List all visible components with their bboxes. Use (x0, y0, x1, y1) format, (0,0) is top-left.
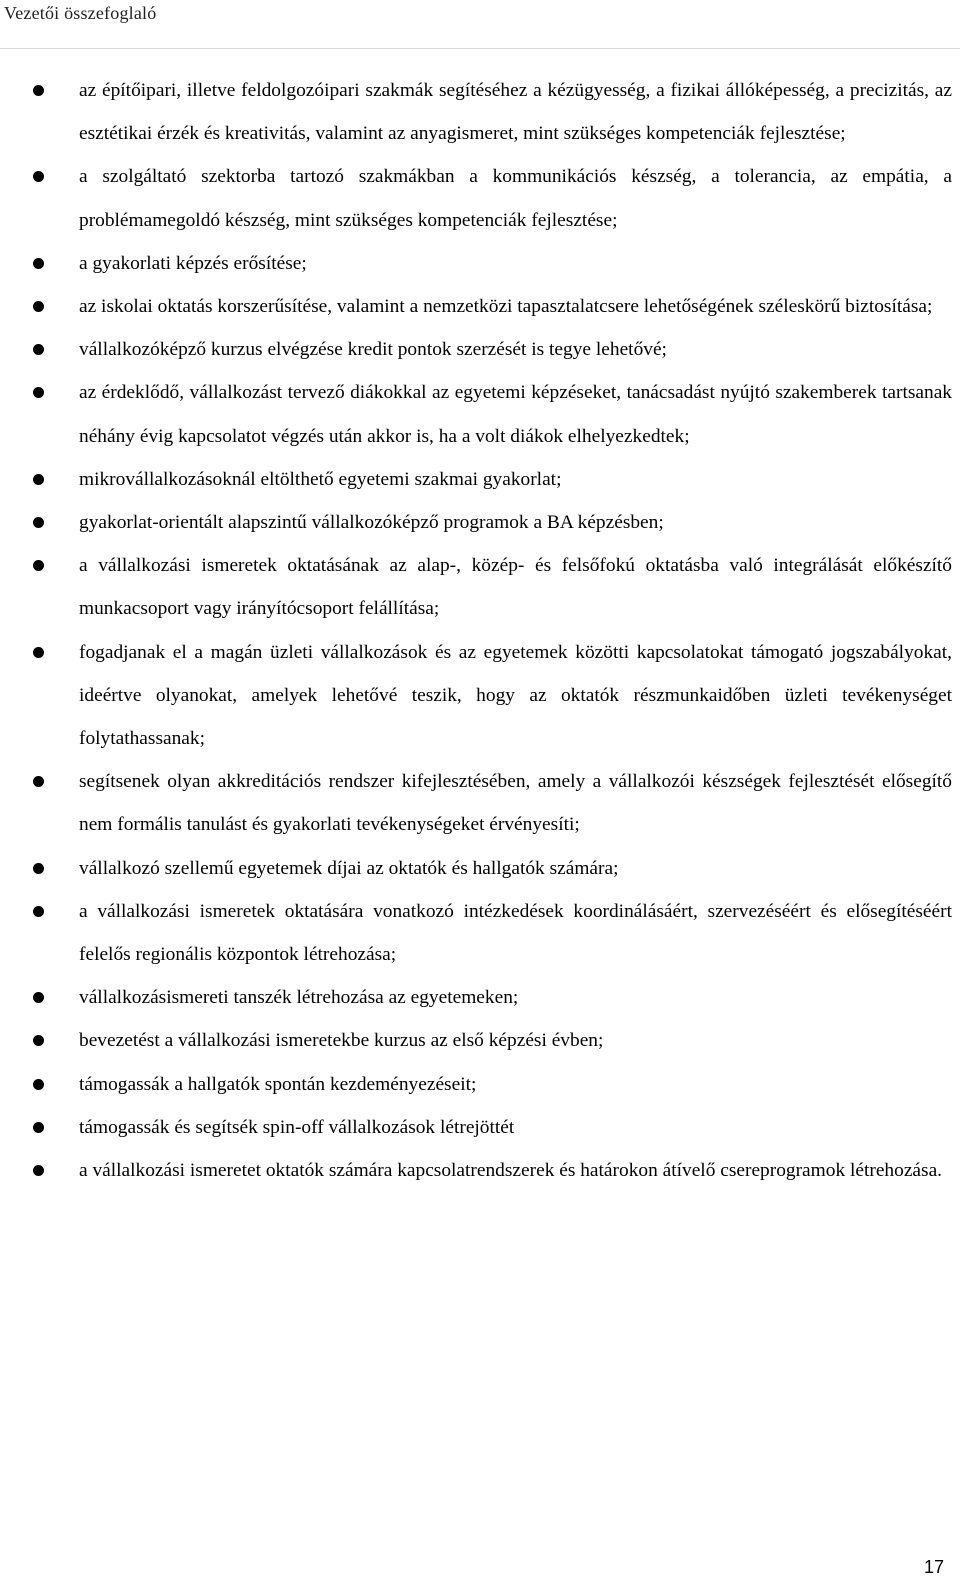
list-item (0, 1106, 960, 1149)
list-item-text: a vállalkozási ismeretek oktatásának az alap-, közép- és felsőfokú oktatásba való integrálását előkészítő munkacsoport vagy irányítócsoport felállítása; (79, 555, 952, 620)
list-item-text: a vállalkozási ismeretek oktatására vonatkozó intézkedések koordinálásáért, szervezéséért és elősegítéséért felelős regionális központok létrehozása; (79, 900, 952, 966)
list-item (0, 1063, 960, 1106)
bullet-icon (33, 171, 44, 182)
bullet-icon (33, 863, 44, 874)
recommendation-list (0, 69, 960, 1192)
bullet-icon (33, 1035, 44, 1046)
bullet-icon (33, 517, 44, 528)
bullet-icon (33, 1079, 44, 1090)
section-title: Vezetői összefoglaló (4, 3, 157, 23)
bullet-icon (33, 776, 44, 787)
list-item-text: vállalkozásismereti tanszék létrehozása az egyetemeken; (79, 987, 519, 1009)
list-item-text: a gyakorlati képzés erősítése; (79, 252, 307, 274)
list-item (0, 1019, 960, 1062)
bullet-icon (33, 474, 44, 485)
bullet-icon (33, 1165, 44, 1176)
bullet-icon (33, 906, 44, 917)
list-item-text: a szolgáltató szektorba tartozó szakmákban a kommunikációs készség, a tolerancia, az empátia, a problémamegoldó készség, mint szükséges kompetenciák fejlesztése; (79, 166, 952, 231)
list-item (0, 544, 960, 630)
bullet-icon (33, 344, 44, 355)
bullet-icon (33, 1122, 44, 1133)
bullet-icon (33, 992, 44, 1003)
list-item (0, 501, 960, 544)
page-header (0, 0, 960, 49)
page-number: 17 (923, 1557, 944, 1577)
list-item-text: segítsenek olyan akkreditációs rendszer kifejlesztésében, amely a vállalkozói készségek fejlesztését elősegítő nem formális tanulást és gyakorlati tevékenységeket érvényesíti; (79, 771, 952, 836)
bullet-icon (33, 387, 44, 398)
list-item-text: bevezetést a vállalkozási ismeretekbe kurzus az első képzési évben; (79, 1030, 604, 1052)
list-item-text: az építőipari, illetve feldolgozóipari szakmák segítéséhez a kézügyesség, a fizikai állóképesség, a precizitás, az esztétikai érzék és kreativitás, valamint az anyagismeret, mint szükséges kompetenciák fejlesztése; (79, 80, 952, 145)
list-item-text: az érdeklődő, vállalkozást tervező diákokkal az egyetemi képzéseket, tanácsadást nyújtó szakemberek tartsanak néhány évig kapcsolatot végzés után akkor is, ha a volt diákok elhelyezkedtek; (79, 382, 952, 447)
list-item (0, 631, 960, 761)
list-item (0, 976, 960, 1019)
bullet-icon (33, 647, 44, 658)
list-item (0, 1149, 960, 1192)
list-item (0, 847, 960, 890)
bullet-icon (33, 301, 44, 312)
list-item (0, 890, 960, 976)
list-item (0, 371, 960, 457)
list-item (0, 458, 960, 501)
list-item-text: támogassák és segítsék spin-off vállalkozások létrejöttét (79, 1116, 515, 1138)
bullet-icon (33, 258, 44, 269)
list-item (0, 760, 960, 846)
bullet-icon (33, 560, 44, 571)
list-item-text: a vállalkozási ismeretet oktatók számára kapcsolatrendszerek és határokon átívelő csereprogramok létrehozása. (79, 1160, 943, 1182)
list-item-text: fogadjanak el a magán üzleti vállalkozások és az egyetemek közötti kapcsolatokat támogató jogszabályokat, ideértve olyanokat, amelyek lehetővé teszik, hogy az oktatók részmunkaidőben üzleti tevékenységet folytathassanak; (79, 641, 952, 750)
list-item-text: az iskolai oktatás korszerűsítése, valamint a nemzetközi tapasztalatcsere lehetőségének széleskörű biztosítása; (79, 296, 933, 318)
list-item-text: vállalkozóképző kurzus elvégzése kredit pontok szerzését is tegye lehetővé; (79, 339, 667, 361)
list-item (0, 155, 960, 241)
list-item-text: vállalkozó szellemű egyetemek díjai az oktatók és hallgatók számára; (79, 857, 619, 879)
list-item (0, 328, 960, 371)
list-item-text: mikrovállalkozásoknál eltölthető egyetemi szakmai gyakorlat; (79, 468, 562, 490)
list-item (0, 69, 960, 155)
list-item (0, 242, 960, 285)
list-item (0, 285, 960, 328)
list-item-text: támogassák a hallgatók spontán kezdeményezéseit; (79, 1073, 477, 1095)
bullet-icon (33, 85, 44, 96)
list-item-text: gyakorlat-orientált alapszintű vállalkozóképző programok a BA képzésben; (79, 512, 664, 534)
